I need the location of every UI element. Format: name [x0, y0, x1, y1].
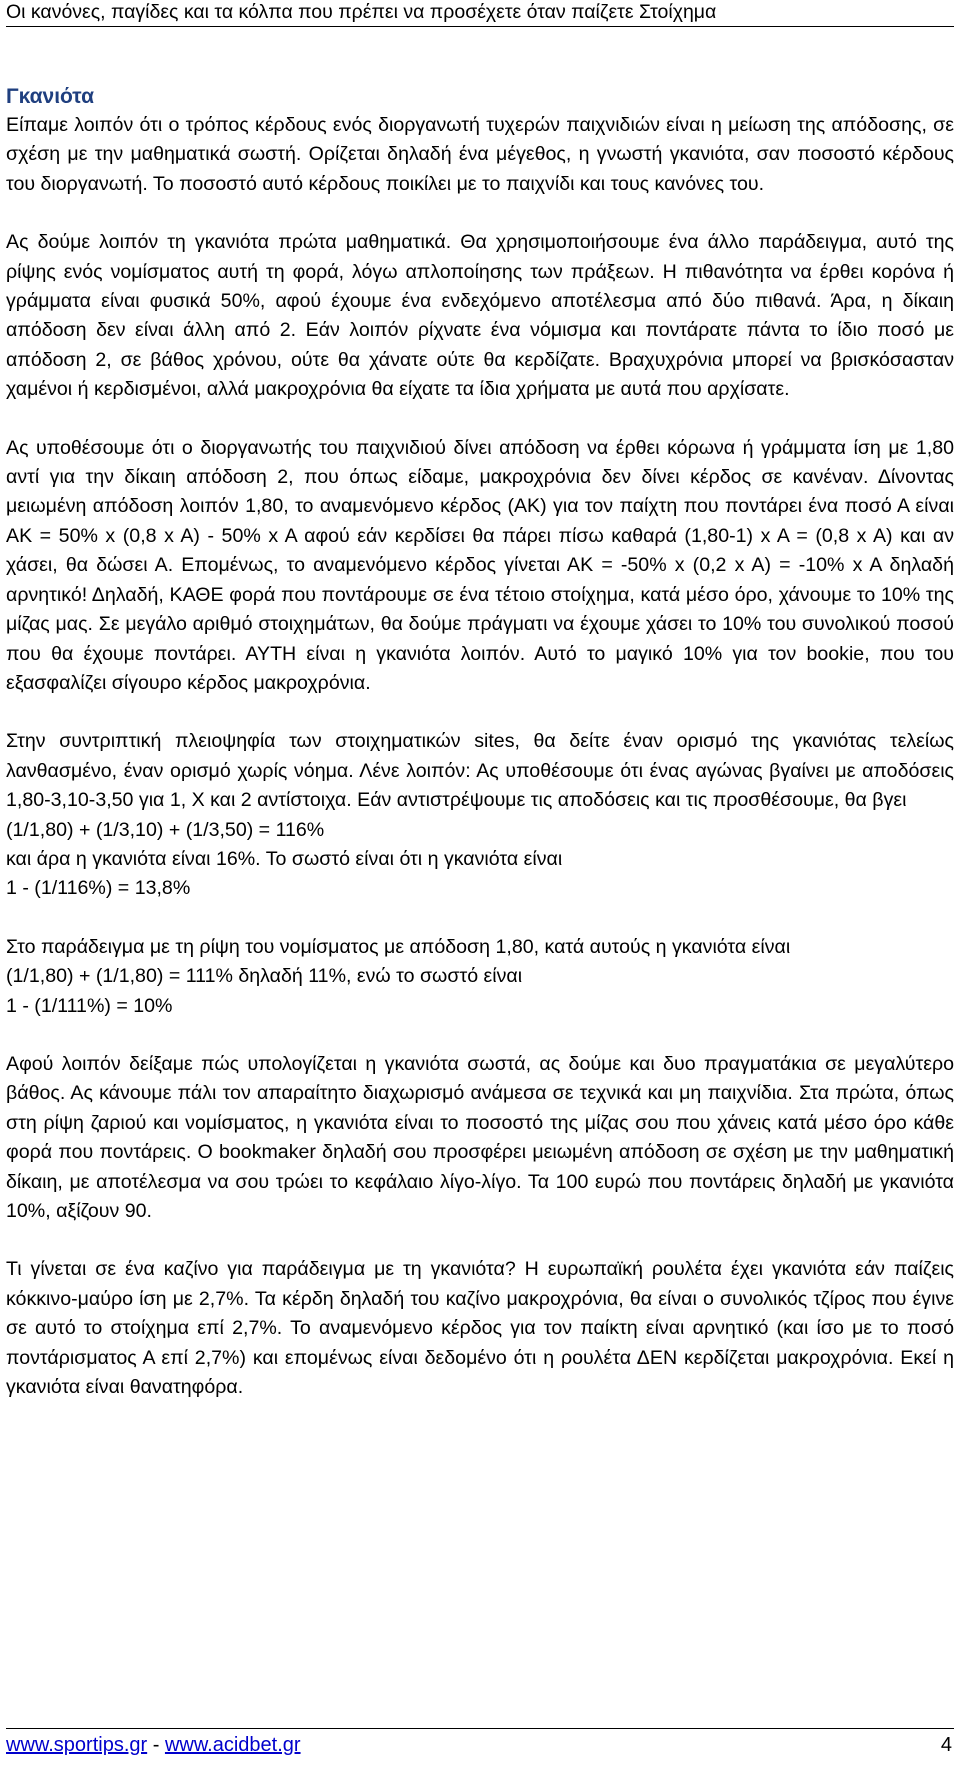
- paragraph-2: Ας δούμε λοιπόν τη γκανιότα πρώτα μαθηματικά. Θα χρησιμοποιήσουμε ένα άλλο παράδειγμα, αυτό της ρίψης ενός νομίσματος αυτή τη φορά, λόγω απλοποίησης των πράξεων. Η πιθανότητα να έρθει κορόνα ή γράμματα είναι φυσικά 50%, αφού έχουμε ένα ενδεχόμενο αποτέλεσμα από δύο πιθανά. Άρα, η δίκαιη απόδοση δεν είναι άλλη από 2. Εάν λοιπόν ρίχνατε ένα νόμισμα και ποντάρατε πάντα το ίδιο ποσό με απόδοση 2, σε βάθος χρόνου, ούτε θα χάνατε ούτε θα κερδίζατε. Βραχυχρόνια μπορεί να βρισκόσασταν χαμένοι ή κερδισμένοι, αλλά μακροχρόνια θα είχατε τα ίδια χρήματα με αυτά που αρχίσατε.: [6, 231, 954, 401]
- formula-correct-margin: 1 - (1/116%) = 13,8%: [6, 877, 191, 900]
- paragraph-5-text: Στο παράδειγμα με τη ρίψη του νομίσματος με απόδοση 1,80, κατά αυτούς η γκανιότα είναι: [6, 935, 791, 958]
- paragraph-4-text: Στην συντριπτική πλειοψηφία των στοιχηματικών sites, θα δείτε έναν ορισμό της γκανιότας τελείως λανθασμένο, έναν ορισμό χωρίς νόημα. Λένε λοιπόν: Ας υποθέσουμε ότι ένας αγώνας βγαίνει με αποδόσεις 1,80-3,10-3,50 για 1, Χ και 2 αντίστοιχα. Εάν αντιστρέψουμε τις αποδόσεις και τις προσθέσουμε, θα βγει: [6, 730, 954, 812]
- footer-separator: -: [147, 1734, 165, 1756]
- page-footer: [6, 1728, 954, 1760]
- body-text: [6, 111, 954, 1431]
- section-title: Γκανιότα: [6, 85, 94, 108]
- formula-sum-inverse-odds: (1/1,80) + (1/3,10) + (1/3,50) = 116%: [6, 818, 325, 841]
- paragraph-6: Αφού λοιπόν δείξαμε πώς υπολογίζεται η γκανιότα σωστά, ας δούμε και δυο πραγματάκια σε μεγαλύτερο βάθος. Ας κάνουμε πάλι τον απαραίτητο διαχωρισμό ανάμεσα σε τεχνικά και μη παιχνίδια. Στα πρώτα, όπως στη ρίψη ζαριού και νομίσματος, η γκανιότα είναι το ποσοστό της μίζας σου που χάνεις κατά μέσο όρο κάθε φορά που ποντάρεις. Ο bookmaker δηλαδή σου προσφέρει μειωμένη απόδοση σε σχέση με την μαθηματική δίκαιη, με αποτέλεσμα να σου τρώει το κεφάλαιο λίγο-λίγο. Τα 100 ευρώ που ποντάρεις δηλαδή με γκανιότα 10%, αξίζουν 90.: [6, 1052, 954, 1222]
- formula-coin-sum: (1/1,80) + (1/1,80) = 111% δηλαδή 11%, ενώ το σωστό είναι: [6, 965, 523, 988]
- footer-link-sportips[interactable]: www.sportips.gr: [6, 1734, 148, 1756]
- footer-link-acidbet[interactable]: www.acidbet.gr: [164, 1734, 301, 1756]
- paragraph-7: Τι γίνεται σε ένα καζίνο για παράδειγμα με τη γκανιότα? Η ευρωπαϊκή ρουλέτα έχει γκανιότα εάν παίζεις κόκκινο-μαύρο ίση με 2,7%. Τα κέρδη δηλαδή του καζίνο μακροχρόνια, θα είναι ο συνολικός τζίρος που έγινε σε αυτό το στοίχημα επί 2,7%. Το αναμενόμενο κέρδος για τον παίκτη είναι αρνητικό (και ίσο με το ποσό ποντάρισματος Α επί 2,7%) και επομένως είναι δεδομένο ότι η ρουλέτα ΔΕΝ κερδίζεται μακροχρόνια. Εκεί η γκανιότα είναι θανατηφόρα.: [6, 1258, 954, 1399]
- paragraph-5: [6, 933, 954, 1021]
- formula-coin-margin: 1 - (1/111%) = 10%: [6, 994, 173, 1017]
- paragraph-4: [6, 727, 954, 903]
- page-header: Οι κανόνες, παγίδες και τα κόλπα που πρέπει να προσέχετε όταν παίζετε Στοίχημα: [6, 0, 954, 27]
- page-number: 4: [940, 1734, 952, 1756]
- paragraph-1: Είπαμε λοιπόν ότι ο τρόπος κέρδους ενός διοργανωτή τυχερών παιχνιδιών είναι η μείωση της απόδοσης, σε σχέση με την μαθηματικά σωστή. Ορίζεται δηλαδή ένα μέγεθος, η γνωστή γκανιότα, σαν ποσοστό κέρδους του διοργανωτή. Το ποσοστό αυτό κέρδους ποικίλει με το παιχνίδι και τους κανόνες του.: [6, 114, 954, 195]
- paragraph-4-conclusion: και άρα η γκανιότα είναι 16%. Το σωστό είναι ότι η γκανιότα είναι: [6, 847, 563, 870]
- paragraph-3: Ας υποθέσουμε ότι ο διοργανωτής του παιχνιδιού δίνει απόδοση να έρθει κόρωνα ή γράμματα ίση με 1,80 αντί για την δίκαιη απόδοση 2, που όπως είδαμε, μακροχρόνια δεν δίνει κέρδος σε κανέναν. Δίνοντας μειωμένη απόδοση λοιπόν 1,80, το αναμενόμενο κέρδος (ΑΚ) για τον παίχτη που ποντάρει ένα ποσό Α είναι ΑΚ = 50% x (0,8 x A) - 50% x A αφού εάν κερδίσει θα πάρει πίσω καθαρά (1,80-1) x A = (0,8 x A) και αν χάσει, θα δώσει Α. Επομένως, το αναμενόμενο κέρδος γίνεται ΑΚ = -50% x (0,2 x A) = -10% x A δηλαδή αρνητικό! Δηλαδή, ΚΑΘΕ φορά που ποντάρουμε σε ένα τέτοιο στοίχημα, κατά μέσο όρο, χάνουμε το 10% της μίζας μας. Σε μεγάλο αριθμό στοιχημάτων, θα δούμε πράγματι να έχουμε χάσει το 10% του συνολικού ποσού που θα έχουμε ποντάρει. ΑΥΤΗ είναι η γκανιότα λοιπόν. Αυτό το μαγικό 10% για τον bookie, που του εξασφαλίζει σίγουρο κέρδος μακροχρόνια.: [6, 436, 954, 694]
